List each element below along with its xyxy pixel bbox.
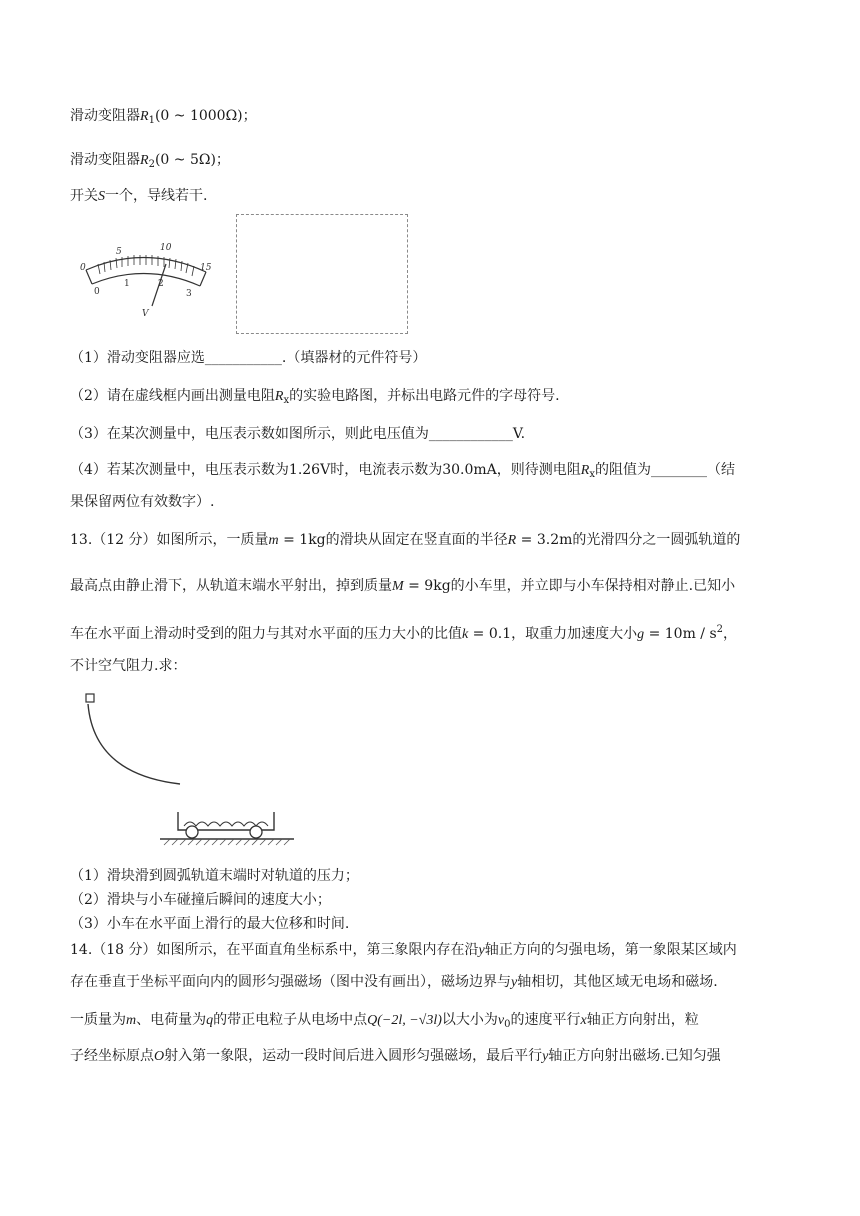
q12-part2: （2）请在虚线框内画出测量电阻$R_x$的实验电路图，并标出电路元件的字母符号. <box>70 388 560 406</box>
ground-hatch <box>164 839 290 845</box>
q14-line4: 子经坐标原点O射入第一象限，运动一段时间后进入圆形匀强磁场，最后平行y轴正方向射出磁场.已知匀强 <box>70 1048 721 1064</box>
circuit-drawing-box <box>236 214 408 334</box>
top-tick-label: 0 <box>80 263 86 273</box>
q14-line3: 一质量为m、电荷量为q的带正电粒子从电场中点Q(−2l, −√3l)以大小为$v_0$的速度平行x轴正方向射出，粒 <box>70 1012 699 1030</box>
q12-part1: （1）滑动变阻器应选___________.（填器材的元件符号） <box>70 350 427 366</box>
q12-part4: （4）若某次测量中，电压表示数为1.26V时，电流表示数为30.0mA，则待测电阻$R_x$的阻值为________（结 <box>70 462 735 480</box>
top-tick-label: 15 <box>200 263 212 273</box>
q13-sub1: （1）滑块滑到圆弧轨道末端时对轨道的压力； <box>70 868 359 884</box>
voltmeter-dial-figure <box>76 236 226 324</box>
q14-line2: 存在垂直于坐标平面向内的圆形匀强磁场（图中没有画出），磁场边界与y轴相切，其他区域无电场和磁场. <box>70 974 718 990</box>
q12-part4-continued: 果保留两位有效数字）. <box>70 494 215 510</box>
q13-line3: 车在水平面上滑动时受到的阻力与其对水平面的压力大小的比值k = 0.1，取重力加速度大小$g = 10m / s^2$， <box>70 624 738 642</box>
arc-track <box>88 704 180 784</box>
q13-sub2: （2）滑块与小车碰撞后瞬间的速度大小； <box>70 892 331 908</box>
equipment-r2: 滑动变阻器$R_2(0$ ~ 5Ω)； <box>70 152 230 170</box>
cart-wheel <box>186 826 198 838</box>
q13-line4: 不计空气阻力.求： <box>70 658 187 674</box>
q12-part3: （3）在某次测量中，电压表示数如图所示，则此电压值为____________V. <box>70 426 526 442</box>
bottom-tick-label: 3 <box>186 289 192 299</box>
top-tick-label: 5 <box>116 247 122 257</box>
bottom-tick-label: 2 <box>158 279 164 289</box>
q13-line1: 13.（12 分）如图所示，一质量m = 1kg的滑块从固定在竖直面的半径R = 3.2m的光滑四分之一圆弧轨道的 <box>70 532 741 548</box>
equipment-r1: 滑动变阻器$R_1(0$ ~ 1000Ω)； <box>70 108 257 126</box>
equipment-switch: 开关S一个，导线若干. <box>70 188 208 204</box>
bottom-tick-label: 1 <box>124 279 130 289</box>
unit-label: V <box>142 309 149 319</box>
top-tick-label: 10 <box>160 243 172 253</box>
slider-block <box>86 694 94 702</box>
q14-line1: 14.（18 分）如图所示，在平面直角坐标系中，第三象限内存在沿y轴正方向的匀强电场，第一象限某区域内 <box>70 942 737 958</box>
bottom-tick-label: 0 <box>94 287 100 297</box>
q13-sub3: （3）小车在水平面上滑行的最大位移和时间. <box>70 916 350 932</box>
q13-line2: 最高点由静止滑下，从轨道末端水平射出，掉到质量M = 9kg的小车里，并立即与小车保持相对静止.已知小 <box>70 578 736 594</box>
cart-wheel <box>250 826 262 838</box>
arc-track-cart-figure <box>80 688 300 848</box>
